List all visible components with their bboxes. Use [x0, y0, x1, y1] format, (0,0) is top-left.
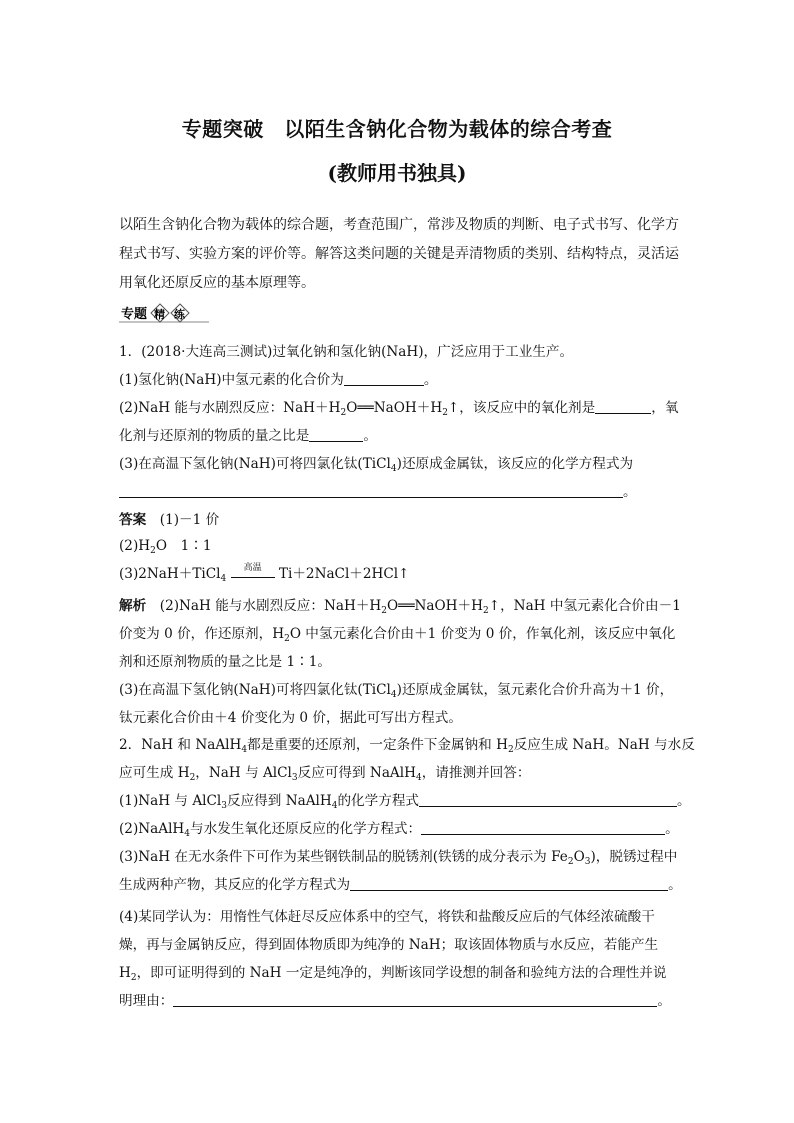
q2-part-4-line-4: 明理由： 。	[119, 993, 671, 1009]
q1-answer-2: $(2)H_2O$ 1∶1	[119, 538, 212, 556]
page-subtitle: (教师用书独具)	[327, 161, 467, 185]
section-tag-char-1: 精	[154, 308, 165, 321]
q1-answer-3: (3)2NaH＋TiCl$_4$ 高温 Ti＋2NaCl＋2HCl↑	[119, 563, 410, 584]
q2-stem-1: 2．NaH 和 NaAlH$_4$都是重要的还原剂，一定条件下金属钠和 $H_2$反应生成 NaH。NaH 与水反	[119, 737, 695, 755]
section-tag	[119, 302, 209, 324]
q2-part-4-line-2: 燥，再与金属钠反应，得到固体物质即为纯净的 NaH；取该固体物质与水反应，若能产生	[119, 937, 659, 953]
q2-part-3-cont: 生成两种产物，其反应的化学方程式为 。	[119, 877, 682, 893]
answer-label: 答案	[119, 512, 147, 528]
page-title: 专题突破 以陌生含钠化合物为载体的综合考查	[181, 117, 613, 141]
q2-part-3: (3)NaH 在无水条件下可作为某些钢铁制品的脱锈剂(铁锈的成分表示为 $Fe_2O_3$)，脱锈过程中	[119, 849, 678, 867]
q1-analysis-5: 钛元素化合价由＋4 价变化为 0 价，据此可写出方程式。	[119, 710, 462, 726]
q1-part-3-line: 。	[119, 480, 637, 500]
analysis-label: 解析	[119, 598, 147, 614]
q2-part-4-line-1: (4)某同学认为：用惰性气体赶尽反应体系中的空气，将铁和盐酸反应后的气体经浓硫酸干	[119, 909, 655, 925]
q1-stem: 1．(2018·大连高三测试)过氧化钠和氢化钠(NaH)，广泛应用于工业生产。	[119, 344, 574, 360]
answer-blank[interactable]	[419, 792, 677, 807]
answer-blank[interactable]	[595, 399, 651, 414]
q1-answer-1: 答案 (1)－1 价	[119, 512, 220, 528]
q2-part-1: (1)NaH 与 AlCl$_3$反应得到 NaAlH$_4$的化学方程式 。	[119, 793, 691, 811]
answer-blank[interactable]	[421, 820, 665, 835]
q1-part-1: (1)氢化钠(NaH)中氢元素的化合价为 。	[119, 372, 438, 388]
answer-blank[interactable]	[350, 876, 668, 891]
section-tag-text: 专题	[121, 307, 148, 322]
intro-paragraph: 以陌生含钠化合物为载体的综合题，考查范围广，常涉及物质的判断、电子式书写、化学方程式书写、实验方案的评价等。解答这类问题的关键是弄清物质的类别、结构特点，灵活运用氧化还原反应的基本原理等。	[119, 217, 679, 291]
q1-analysis-1: 解析 (2)NaH 能与水剧烈反应：$NaH+H_2O══NaOH+H_2↑$，NaH 中氢元素化合价由－1	[119, 598, 681, 616]
q1-part-2: (2)NaH 能与水剧烈反应：$NaH+H_2O══NaOH+H_2↑$，该反应中的氧化剂是 ，氧	[119, 400, 679, 418]
q2-part-2: (2)NaAlH$_4$与水发生氧化还原反应的化学方程式： 。	[119, 821, 679, 839]
answer-blank[interactable]	[309, 427, 363, 442]
answer-blank[interactable]	[344, 371, 424, 386]
q1-analysis-4: (3)在高温下氢化钠(NaH)可将四氯化钛(TiCl$_4$)还原成金属钛，氢元素化合价升高为＋1 价，	[119, 682, 674, 700]
answer-blank[interactable]	[173, 992, 657, 1007]
answer-blank[interactable]	[119, 483, 623, 498]
section-tag-char-2: 练	[174, 308, 185, 321]
q1-analysis-2: 价变为 0 价，作还原剂，$H_2O$ 中氢元素化合价由＋1 价变为 0 价，作氧化剂，该反应中氧化	[119, 626, 676, 644]
q1-analysis-3: 剂和还原剂物质的量之比是 1∶1。	[119, 654, 331, 670]
reaction-condition: 高温	[231, 569, 275, 578]
q1-part-2-cont: 化剂与还原剂的物质的量之比是 。	[119, 428, 377, 444]
q2-part-4-line-3: $H_2$，即可证明得到的 NaH 一定是纯净的，判断该同学设想的制备和验纯方法的合理性并说	[119, 965, 667, 983]
q2-stem-2: 应可生成 $H_2$，NaH 与 AlCl$_3$反应可得到 NaAlH$_4$，请推测并回答：	[119, 765, 531, 783]
q1-part-3: (3)在高温下氢化钠(NaH)可将四氯化钛(TiCl$_4$)还原成金属钛，该反应的化学方程式为	[119, 456, 634, 474]
